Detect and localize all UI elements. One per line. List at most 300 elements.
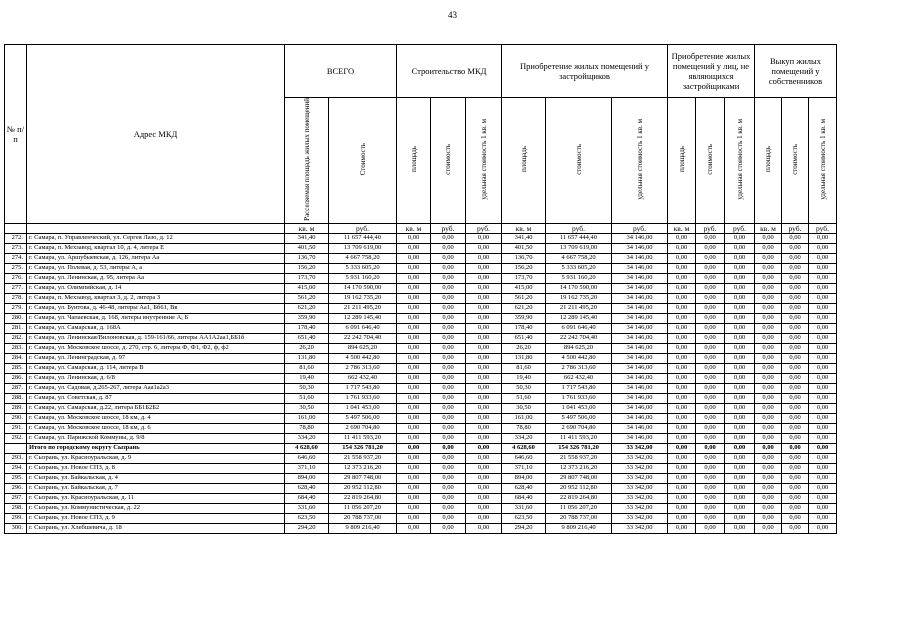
- row-value: 0,00: [696, 463, 725, 473]
- table-row: [5, 403, 837, 413]
- row-value: 20 952 112,80: [329, 483, 397, 493]
- row-address: г. Самара, ул. Садовая, д.265-267, литера Ааа1а2а3: [27, 383, 285, 393]
- row-value: 33 342,00: [612, 473, 668, 483]
- row-value: 894,00: [285, 473, 329, 483]
- row-value: 0,00: [696, 293, 725, 303]
- row-value: 0,00: [755, 283, 782, 293]
- row-value: 401,50: [285, 243, 329, 253]
- table-row: [5, 363, 837, 373]
- row-value: 0,00: [755, 273, 782, 283]
- row-value: 34 146,00: [612, 323, 668, 333]
- row-value: 0,00: [668, 423, 696, 433]
- row-value: 628,40: [285, 483, 329, 493]
- sub-header: удельная стоимость 1 кв. м: [479, 119, 488, 200]
- row-value: 22 242 704,40: [546, 333, 612, 343]
- row-value: 30,50: [285, 403, 329, 413]
- row-value: 0,00: [668, 343, 696, 353]
- row-value: 4 500 442,80: [329, 353, 397, 363]
- row-value: 161,00: [285, 413, 329, 423]
- row-value: 0,00: [668, 353, 696, 363]
- row-value: 0,00: [696, 303, 725, 313]
- row-value: 0,00: [782, 473, 809, 483]
- row-value: 0,00: [397, 423, 431, 433]
- row-value: 34 146,00: [612, 403, 668, 413]
- row-value: 1 041 453,00: [329, 403, 397, 413]
- row-value: 0,00: [431, 303, 466, 313]
- row-value: 4 667 758,20: [546, 253, 612, 263]
- row-address: г. Самара, ул. Самарская, д. 168А: [27, 323, 285, 333]
- row-number: 287.: [5, 383, 27, 393]
- unit-cell: руб.: [612, 223, 668, 233]
- row-number: 300.: [5, 523, 27, 533]
- row-value: 0,00: [696, 323, 725, 333]
- row-value: 0,00: [696, 393, 725, 403]
- row-value: 0,00: [782, 273, 809, 283]
- sub-header: стоимость: [706, 144, 714, 175]
- row-value: 0,00: [431, 503, 466, 513]
- row-value: 0,00: [696, 503, 725, 513]
- row-value: 0,00: [668, 323, 696, 333]
- row-value: 0,00: [466, 393, 502, 403]
- row-value: 415,00: [502, 283, 546, 293]
- row-value: 33 342,00: [612, 443, 668, 453]
- row-value: 0,00: [809, 263, 837, 273]
- row-value: 0,00: [668, 313, 696, 323]
- row-value: 0,00: [431, 423, 466, 433]
- row-value: 14 170 590,00: [329, 283, 397, 293]
- table-row: [5, 323, 837, 333]
- row-value: 0,00: [725, 453, 755, 463]
- row-value: 0,00: [755, 393, 782, 403]
- row-value: 646,60: [502, 453, 546, 463]
- row-value: 0,00: [755, 323, 782, 333]
- row-value: 0,00: [782, 513, 809, 523]
- row-value: 0,00: [725, 253, 755, 263]
- row-value: 0,00: [809, 493, 837, 503]
- row-value: 0,00: [668, 473, 696, 483]
- row-address: г. Сызрань, ул. Байкальская, д. 7: [27, 483, 285, 493]
- row-value: 2 690 704,80: [329, 423, 397, 433]
- row-value: 0,00: [466, 323, 502, 333]
- row-value: 0,00: [809, 333, 837, 343]
- row-value: 0,00: [782, 393, 809, 403]
- row-value: 0,00: [755, 243, 782, 253]
- row-value: 12 373 216,20: [546, 463, 612, 473]
- row-number: 280.: [5, 313, 27, 323]
- row-value: 0,00: [397, 273, 431, 283]
- row-value: 0,00: [782, 493, 809, 503]
- row-value: 34 146,00: [612, 353, 668, 363]
- table-row: [5, 283, 837, 293]
- row-value: 0,00: [397, 493, 431, 503]
- row-value: 20 952 112,80: [546, 483, 612, 493]
- row-value: 415,00: [285, 283, 329, 293]
- row-value: 0,00: [466, 343, 502, 353]
- row-value: 0,00: [466, 313, 502, 323]
- row-value: 34 146,00: [612, 413, 668, 423]
- row-number: 299.: [5, 513, 27, 523]
- sub-header: удельная стоимость 1 кв. м: [635, 119, 644, 200]
- row-value: 0,00: [696, 523, 725, 533]
- row-value: 0,00: [668, 363, 696, 373]
- table-row: [5, 513, 837, 523]
- row-value: 0,00: [755, 333, 782, 343]
- row-value: 1 717 543,80: [546, 383, 612, 393]
- row-value: 0,00: [466, 433, 502, 443]
- row-value: 0,00: [466, 483, 502, 493]
- row-value: 0,00: [725, 323, 755, 333]
- row-value: 0,00: [397, 243, 431, 253]
- row-value: 14 170 590,00: [546, 283, 612, 293]
- table-row: [5, 243, 837, 253]
- row-value: 34 146,00: [612, 333, 668, 343]
- row-value: 4 628,60: [502, 443, 546, 453]
- row-value: 0,00: [466, 453, 502, 463]
- row-value: 621,20: [502, 303, 546, 313]
- row-value: 34 146,00: [612, 383, 668, 393]
- row-value: 0,00: [466, 253, 502, 263]
- row-value: 0,00: [782, 353, 809, 363]
- row-value: 34 146,00: [612, 313, 668, 323]
- row-value: 0,00: [725, 463, 755, 473]
- row-value: 0,00: [809, 243, 837, 253]
- row-value: 0,00: [725, 233, 755, 243]
- table-body: [5, 233, 837, 533]
- row-value: 331,60: [285, 503, 329, 513]
- row-value: 0,00: [755, 373, 782, 383]
- row-value: 4 667 758,20: [329, 253, 397, 263]
- row-value: 0,00: [466, 503, 502, 513]
- row-value: 359,90: [502, 313, 546, 323]
- row-value: 623,50: [502, 513, 546, 523]
- row-number: 295.: [5, 473, 27, 483]
- row-value: 0,00: [668, 263, 696, 273]
- housing-table: [4, 44, 837, 534]
- row-value: 0,00: [782, 283, 809, 293]
- row-value: 0,00: [755, 303, 782, 313]
- row-value: 2 786 313,60: [329, 363, 397, 373]
- row-value: 9 809 216,40: [546, 523, 612, 533]
- row-value: 0,00: [696, 253, 725, 263]
- row-value: 0,00: [755, 383, 782, 393]
- row-value: 0,00: [809, 413, 837, 423]
- row-value: 0,00: [696, 473, 725, 483]
- row-value: 0,00: [782, 293, 809, 303]
- row-value: 0,00: [431, 403, 466, 413]
- row-value: 0,00: [696, 433, 725, 443]
- row-value: 0,00: [809, 393, 837, 403]
- row-value: 294,20: [285, 523, 329, 533]
- row-value: 0,00: [725, 273, 755, 283]
- row-value: 154 326 781,20: [546, 443, 612, 453]
- row-value: 0,00: [755, 293, 782, 303]
- row-value: 0,00: [431, 513, 466, 523]
- row-value: 0,00: [397, 323, 431, 333]
- row-value: 0,00: [782, 463, 809, 473]
- row-value: 0,00: [431, 453, 466, 463]
- row-value: 0,00: [668, 503, 696, 513]
- row-value: 9 809 216,40: [329, 523, 397, 533]
- row-number: 285.: [5, 363, 27, 373]
- row-value: 621,20: [285, 303, 329, 313]
- row-value: 0,00: [725, 343, 755, 353]
- table-row: [5, 453, 837, 463]
- row-value: 0,00: [755, 483, 782, 493]
- row-value: 0,00: [725, 493, 755, 503]
- row-address: г. Сызрань, ул. Новое СПЗ, д. 9: [27, 513, 285, 523]
- row-value: 0,00: [431, 523, 466, 533]
- row-value: 5 931 160,20: [546, 273, 612, 283]
- row-number: 292.: [5, 433, 27, 443]
- sub-header: стоимость: [791, 144, 799, 175]
- row-value: 0,00: [696, 263, 725, 273]
- row-value: 684,40: [285, 493, 329, 503]
- row-address: г. Самара, ул. Чапаевская, д. 168, литеры внутренние А, Б: [27, 313, 285, 323]
- row-value: 30,50: [502, 403, 546, 413]
- unit-cell: руб.: [696, 223, 725, 233]
- row-value: 33 342,00: [612, 483, 668, 493]
- group-nondev-header: Приобретение жилых помещений у лиц, не являющихся застройщиками: [668, 45, 755, 98]
- row-value: 0,00: [431, 393, 466, 403]
- unit-cell: руб.: [546, 223, 612, 233]
- row-address: г. Самара, ул. Полевая, д. 53, литеры А, а: [27, 263, 285, 273]
- row-value: 0,00: [782, 363, 809, 373]
- row-value: 11 056 207,20: [329, 503, 397, 513]
- row-value: 0,00: [397, 513, 431, 523]
- row-value: 0,00: [431, 333, 466, 343]
- row-value: 371,10: [502, 463, 546, 473]
- row-address: г. Сызрань, ул. Красноуральская, д. 9: [27, 453, 285, 463]
- row-value: 0,00: [725, 363, 755, 373]
- row-value: 0,00: [755, 423, 782, 433]
- row-value: 334,20: [285, 433, 329, 443]
- row-value: 0,00: [809, 503, 837, 513]
- row-value: 0,00: [725, 353, 755, 363]
- row-value: 5 333 605,20: [546, 263, 612, 273]
- row-value: 894 625,20: [546, 343, 612, 353]
- row-value: 0,00: [431, 383, 466, 393]
- row-value: 0,00: [466, 243, 502, 253]
- row-value: 0,00: [696, 453, 725, 463]
- row-address: г. Сызрань, ул. Новое СПЗ, д. 8: [27, 463, 285, 473]
- row-value: 0,00: [397, 263, 431, 273]
- sub-header: площадь: [764, 146, 772, 173]
- row-value: 0,00: [782, 413, 809, 423]
- row-value: 0,00: [725, 413, 755, 423]
- row-value: 0,00: [696, 353, 725, 363]
- sub-header: Расселяемая площадь жилых помещений: [302, 98, 311, 221]
- row-value: 13 709 619,00: [546, 243, 612, 253]
- row-value: 0,00: [755, 343, 782, 353]
- row-value: 34 146,00: [612, 263, 668, 273]
- row-value: 22 819 264,80: [329, 493, 397, 503]
- row-value: 0,00: [755, 513, 782, 523]
- row-number: 279.: [5, 303, 27, 313]
- row-value: 0,00: [696, 243, 725, 253]
- row-value: 0,00: [809, 513, 837, 523]
- row-value: 0,00: [431, 283, 466, 293]
- row-value: 0,00: [725, 483, 755, 493]
- sub-header: стоимость: [574, 144, 583, 175]
- row-value: 0,00: [755, 253, 782, 263]
- row-value: 21 211 495,20: [546, 303, 612, 313]
- row-value: 0,00: [466, 353, 502, 363]
- row-value: 11 411 593,20: [546, 433, 612, 443]
- row-value: 0,00: [782, 303, 809, 313]
- row-value: 51,60: [285, 393, 329, 403]
- row-number: 278.: [5, 293, 27, 303]
- row-value: 0,00: [431, 463, 466, 473]
- row-value: 0,00: [782, 503, 809, 513]
- row-value: 662 432,40: [329, 373, 397, 383]
- row-value: 0,00: [668, 413, 696, 423]
- unit-cell: руб.: [782, 223, 809, 233]
- row-value: 0,00: [696, 423, 725, 433]
- row-number: 297.: [5, 493, 27, 503]
- row-value: 0,00: [782, 233, 809, 243]
- row-value: 0,00: [431, 313, 466, 323]
- table-row: [5, 263, 837, 273]
- row-address: г. Самара, ул. Бунтова, д. 46-48, литеры Аа1, Бб61, Вв: [27, 303, 285, 313]
- row-value: 0,00: [466, 423, 502, 433]
- row-address: г. Самара, п. Мехзавод, квартал 10, д. 4, литера Е: [27, 243, 285, 253]
- row-number: 293.: [5, 453, 27, 463]
- row-value: 0,00: [431, 483, 466, 493]
- row-value: 359,90: [285, 313, 329, 323]
- row-value: 0,00: [782, 403, 809, 413]
- row-value: 341,40: [502, 233, 546, 243]
- row-value: 0,00: [466, 493, 502, 503]
- sub-header: стоимость: [444, 144, 452, 175]
- row-value: 0,00: [755, 363, 782, 373]
- row-address: г. Сызрань, ул. Красноуральская, д. 11: [27, 493, 285, 503]
- row-value: 0,00: [668, 483, 696, 493]
- row-value: 0,00: [668, 403, 696, 413]
- row-value: 0,00: [466, 273, 502, 283]
- row-value: 81,60: [502, 363, 546, 373]
- row-value: 0,00: [809, 523, 837, 533]
- row-value: 4 500 442,80: [546, 353, 612, 363]
- row-value: 0,00: [397, 253, 431, 263]
- table-row: [5, 503, 837, 513]
- row-value: 0,00: [668, 253, 696, 263]
- row-value: 0,00: [466, 523, 502, 533]
- col-address-header: Адрес МКД: [27, 45, 285, 224]
- row-value: 21 558 937,20: [329, 453, 397, 463]
- row-value: 34 146,00: [612, 433, 668, 443]
- row-address: г. Сызрань, ул. Хлебшевича, д. 18: [27, 523, 285, 533]
- sub-header: удельная стоимость 1 кв. м: [735, 119, 744, 200]
- row-value: 0,00: [466, 443, 502, 453]
- row-value: 0,00: [397, 433, 431, 443]
- row-value: 331,60: [502, 503, 546, 513]
- row-value: 0,00: [809, 483, 837, 493]
- row-value: 0,00: [755, 473, 782, 483]
- row-value: 0,00: [466, 363, 502, 373]
- table-row: [5, 463, 837, 473]
- row-value: 0,00: [466, 513, 502, 523]
- row-value: 6 091 646,40: [546, 323, 612, 333]
- table-row: [5, 423, 837, 433]
- row-number: 284.: [5, 353, 27, 363]
- row-value: 0,00: [755, 523, 782, 533]
- row-value: 0,00: [809, 233, 837, 243]
- row-value: 34 146,00: [612, 243, 668, 253]
- row-value: 0,00: [696, 343, 725, 353]
- row-value: 0,00: [397, 373, 431, 383]
- row-value: 33 342,00: [612, 453, 668, 463]
- row-value: 0,00: [755, 313, 782, 323]
- row-value: 0,00: [782, 243, 809, 253]
- row-value: 34 146,00: [612, 343, 668, 353]
- row-address: г. Самара, ул. Ленинградская, д. 97: [27, 353, 285, 363]
- row-value: 0,00: [725, 423, 755, 433]
- row-value: 0,00: [668, 333, 696, 343]
- row-value: 0,00: [668, 273, 696, 283]
- row-value: 0,00: [668, 303, 696, 313]
- row-value: 19,40: [285, 373, 329, 383]
- unit-cell: кв. м: [755, 223, 782, 233]
- row-value: 29 807 748,00: [546, 473, 612, 483]
- row-value: 21 558 937,20: [546, 453, 612, 463]
- row-value: 0,00: [755, 463, 782, 473]
- table-row: [5, 373, 837, 383]
- row-value: 662 432,40: [546, 373, 612, 383]
- row-value: 0,00: [397, 453, 431, 463]
- row-value: 0,00: [466, 303, 502, 313]
- row-value: 0,00: [696, 373, 725, 383]
- row-value: 651,40: [285, 333, 329, 343]
- unit-cell: руб.: [329, 223, 397, 233]
- row-value: 0,00: [725, 283, 755, 293]
- row-value: 0,00: [755, 263, 782, 273]
- row-value: 0,00: [466, 473, 502, 483]
- row-value: 11 657 444,40: [329, 233, 397, 243]
- unit-cell: руб.: [431, 223, 466, 233]
- row-value: 0,00: [809, 303, 837, 313]
- row-value: 34 146,00: [612, 253, 668, 263]
- row-value: 0,00: [431, 373, 466, 383]
- row-value: 0,00: [466, 373, 502, 383]
- row-value: 0,00: [755, 403, 782, 413]
- row-value: 0,00: [431, 253, 466, 263]
- row-value: 0,00: [696, 283, 725, 293]
- row-value: 0,00: [397, 523, 431, 533]
- row-number: 290.: [5, 413, 27, 423]
- row-value: 0,00: [668, 373, 696, 383]
- row-number: 273.: [5, 243, 27, 253]
- row-value: 12 289 145,40: [329, 313, 397, 323]
- row-number: 291.: [5, 423, 27, 433]
- row-value: 34 146,00: [612, 293, 668, 303]
- row-value: 561,20: [285, 293, 329, 303]
- table-row: [5, 273, 837, 283]
- row-value: 0,00: [725, 443, 755, 453]
- row-value: 6 091 646,40: [329, 323, 397, 333]
- row-value: 0,00: [809, 423, 837, 433]
- row-value: 11 411 593,20: [329, 433, 397, 443]
- row-value: 0,00: [466, 263, 502, 273]
- row-value: 13 709 619,00: [329, 243, 397, 253]
- row-value: 646,60: [285, 453, 329, 463]
- row-value: 0,00: [466, 383, 502, 393]
- row-value: 34 146,00: [612, 273, 668, 283]
- row-address: г. Самара, ул. Московское шоссе, 18 км, д. 4: [27, 413, 285, 423]
- row-value: 0,00: [696, 443, 725, 453]
- group-total-header: ВСЕГО: [285, 45, 397, 98]
- row-value: 0,00: [809, 453, 837, 463]
- row-value: 0,00: [755, 453, 782, 463]
